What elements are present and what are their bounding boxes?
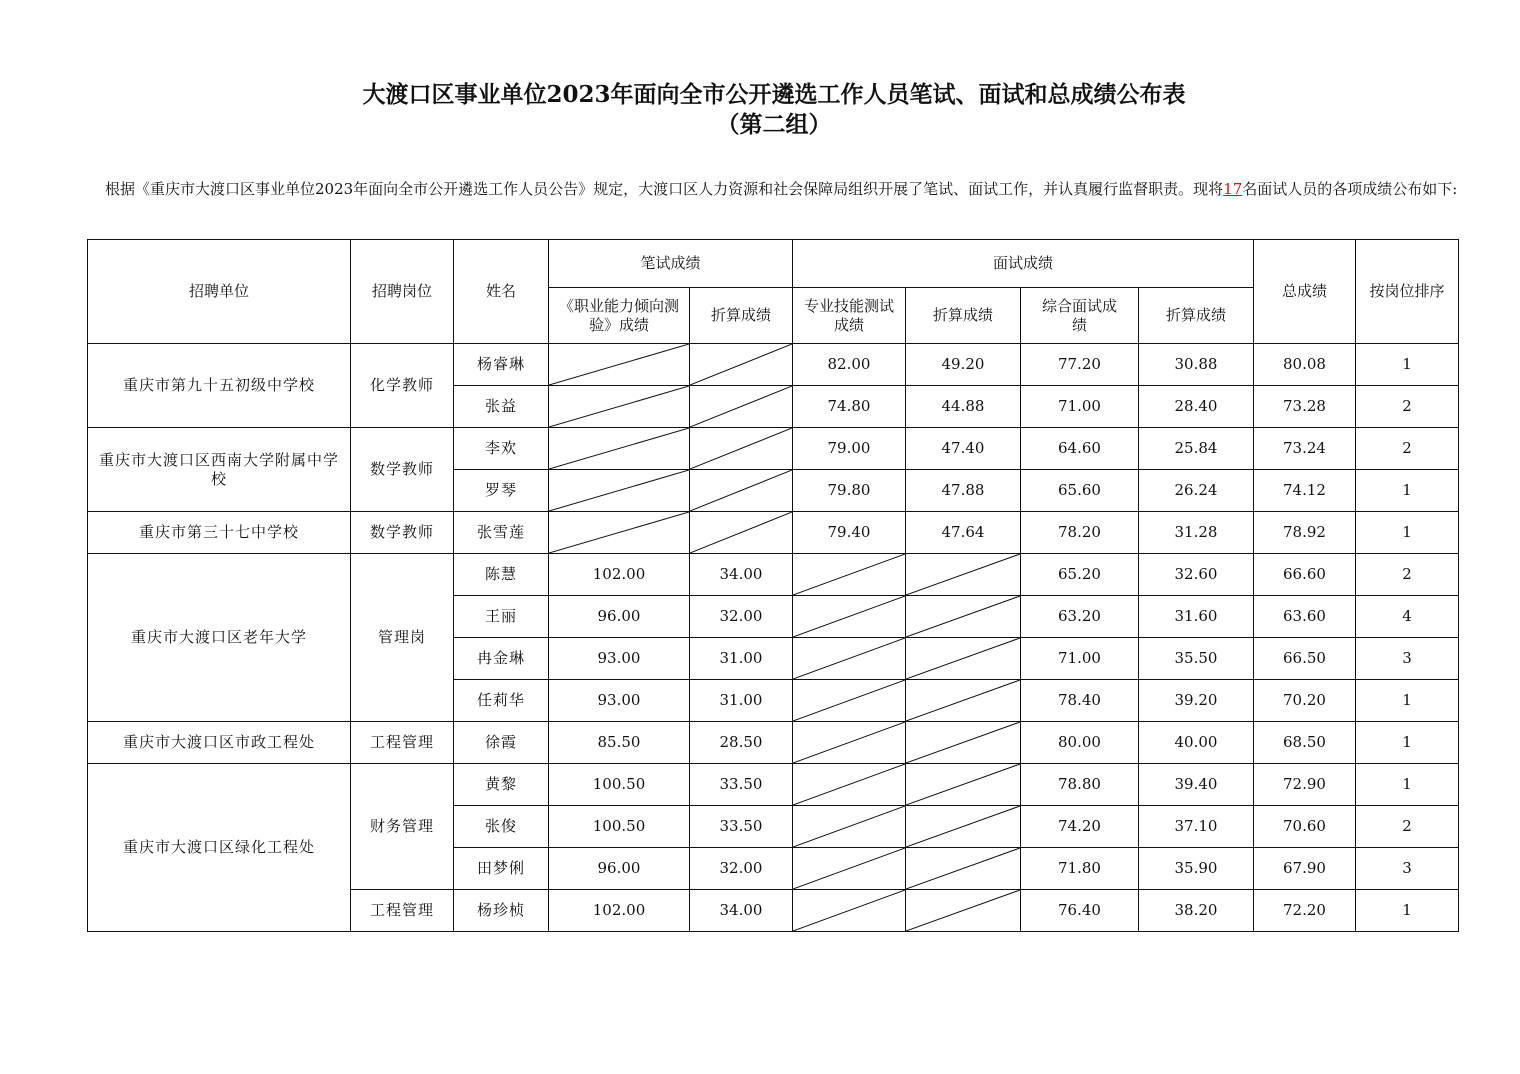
name-cell: 罗琴 xyxy=(454,470,549,512)
total-score-cell: 78.92 xyxy=(1254,512,1356,554)
skill-converted-cell-empty xyxy=(906,554,1021,596)
comprehensive-score-cell: 65.60 xyxy=(1021,470,1139,512)
skill-converted-cell-empty xyxy=(906,596,1021,638)
rank-cell: 3 xyxy=(1356,848,1459,890)
total-score-cell: 80.08 xyxy=(1254,344,1356,386)
diagonal-slash-icon xyxy=(793,890,905,931)
comprehensive-converted-cell: 39.20 xyxy=(1139,680,1254,722)
header-written-converted: 折算成绩 xyxy=(690,288,793,344)
comprehensive-converted-cell: 38.20 xyxy=(1139,890,1254,932)
written-score-cell: 85.50 xyxy=(549,722,690,764)
comprehensive-score-cell: 65.20 xyxy=(1021,554,1139,596)
written-converted-cell: 33.50 xyxy=(690,764,793,806)
comprehensive-score-cell: 64.60 xyxy=(1021,428,1139,470)
skill-converted-cell-empty xyxy=(906,764,1021,806)
diagonal-slash-icon xyxy=(549,512,689,553)
written-score-cell: 96.00 xyxy=(549,848,690,890)
skill-converted-cell-empty xyxy=(906,848,1021,890)
header-row-1 xyxy=(88,240,1459,288)
diagonal-slash-icon xyxy=(793,764,905,805)
skill-score-cell-empty xyxy=(793,638,906,680)
header-comprehensive: 综合面试成绩 xyxy=(1021,288,1139,344)
written-score-cell: 96.00 xyxy=(549,596,690,638)
diagonal-slash-icon xyxy=(906,596,1020,637)
post-cell: 工程管理 xyxy=(351,722,454,764)
post-cell: 化学教师 xyxy=(351,344,454,428)
diagonal-slash-icon xyxy=(549,428,689,469)
skill-score-cell: 82.00 xyxy=(793,344,906,386)
skill-converted-cell-empty xyxy=(906,638,1021,680)
comprehensive-score-cell: 71.80 xyxy=(1021,848,1139,890)
comprehensive-converted-cell: 31.60 xyxy=(1139,596,1254,638)
diagonal-slash-icon xyxy=(793,722,905,763)
total-score-cell: 63.60 xyxy=(1254,596,1356,638)
diagonal-slash-icon xyxy=(549,386,689,427)
name-cell: 杨珍桢 xyxy=(454,890,549,932)
diagonal-slash-icon xyxy=(549,470,689,511)
comprehensive-converted-cell: 39.40 xyxy=(1139,764,1254,806)
header-total: 总成绩 xyxy=(1254,240,1356,344)
score-table xyxy=(87,239,1459,932)
total-score-cell: 72.20 xyxy=(1254,890,1356,932)
comprehensive-score-cell: 77.20 xyxy=(1021,344,1139,386)
name-cell: 李欢 xyxy=(454,428,549,470)
skill-score-cell-empty xyxy=(793,722,906,764)
diagonal-slash-icon xyxy=(906,890,1020,931)
header-name: 姓名 xyxy=(454,240,549,344)
header-unit: 招聘单位 xyxy=(88,240,351,344)
skill-converted-cell-empty xyxy=(906,806,1021,848)
comprehensive-converted-cell: 35.50 xyxy=(1139,638,1254,680)
table-row xyxy=(88,344,1459,386)
table-row xyxy=(88,554,1459,596)
skill-converted-cell: 47.88 xyxy=(906,470,1021,512)
table-row xyxy=(88,428,1459,470)
comprehensive-converted-cell: 30.88 xyxy=(1139,344,1254,386)
rank-cell: 2 xyxy=(1356,386,1459,428)
intro-paragraph xyxy=(88,180,1460,199)
diagonal-slash-icon xyxy=(793,596,905,637)
intro-text-after: 名面试人员的各项成绩公布如下: xyxy=(1242,180,1458,198)
header-skill-test: 专业技能测试成绩 xyxy=(793,288,906,344)
comprehensive-converted-cell: 28.40 xyxy=(1139,386,1254,428)
rank-cell: 1 xyxy=(1356,512,1459,554)
intro-text-before: 根据《重庆市大渡口区事业单位2023年面向全市公开遴选工作人员公告》规定，大渡口区人力资源和社会保障局组织开展了笔试、面试工作，并认真履行监督职责。现将 xyxy=(105,180,1224,198)
diagonal-slash-icon xyxy=(906,806,1020,847)
skill-converted-cell-empty xyxy=(906,680,1021,722)
written-score-cell: 102.00 xyxy=(549,890,690,932)
diagonal-slash-icon xyxy=(906,638,1020,679)
written-score-cell: 100.50 xyxy=(549,764,690,806)
unit-cell: 重庆市大渡口区绿化工程处 xyxy=(88,764,351,932)
intro-count: 17 xyxy=(1223,180,1243,198)
skill-score-cell: 79.00 xyxy=(793,428,906,470)
written-converted-cell: 31.00 xyxy=(690,680,793,722)
written-converted-cell: 32.00 xyxy=(690,596,793,638)
unit-cell: 重庆市第三十七中学校 xyxy=(88,512,351,554)
written-converted-cell-empty xyxy=(690,428,793,470)
name-cell: 王丽 xyxy=(454,596,549,638)
total-score-cell: 70.60 xyxy=(1254,806,1356,848)
written-converted-cell: 34.00 xyxy=(690,554,793,596)
rank-cell: 2 xyxy=(1356,806,1459,848)
written-score-cell: 102.00 xyxy=(549,554,690,596)
skill-score-cell: 79.80 xyxy=(793,470,906,512)
skill-score-cell: 79.40 xyxy=(793,512,906,554)
header-post: 招聘岗位 xyxy=(351,240,454,344)
total-score-cell: 73.28 xyxy=(1254,386,1356,428)
comprehensive-score-cell: 71.00 xyxy=(1021,386,1139,428)
name-cell: 黄黎 xyxy=(454,764,549,806)
unit-cell: 重庆市第九十五初级中学校 xyxy=(88,344,351,428)
page-title: 大渡口区事业单位2023年面向全市公开遴选工作人员笔试、面试和总成绩公布表 xyxy=(362,81,1186,108)
name-cell: 徐霞 xyxy=(454,722,549,764)
skill-converted-cell-empty xyxy=(906,890,1021,932)
name-cell: 陈慧 xyxy=(454,554,549,596)
written-converted-cell-empty xyxy=(690,344,793,386)
diagonal-slash-icon xyxy=(906,554,1020,595)
skill-converted-cell: 47.64 xyxy=(906,512,1021,554)
total-score-cell: 70.20 xyxy=(1254,680,1356,722)
rank-cell: 2 xyxy=(1356,554,1459,596)
written-converted-cell-empty xyxy=(690,386,793,428)
header-interview-group: 面试成绩 xyxy=(793,240,1254,288)
rank-cell: 1 xyxy=(1356,764,1459,806)
total-score-cell: 72.90 xyxy=(1254,764,1356,806)
skill-score-cell-empty xyxy=(793,806,906,848)
name-cell: 冉金琳 xyxy=(454,638,549,680)
written-converted-cell: 31.00 xyxy=(690,638,793,680)
comprehensive-converted-cell: 26.24 xyxy=(1139,470,1254,512)
comprehensive-converted-cell: 31.28 xyxy=(1139,512,1254,554)
written-converted-cell: 33.50 xyxy=(690,806,793,848)
page-subtitle: （第二组） xyxy=(716,111,832,138)
name-cell: 杨睿琳 xyxy=(454,344,549,386)
skill-score-cell-empty xyxy=(793,890,906,932)
rank-cell: 1 xyxy=(1356,344,1459,386)
diagonal-slash-icon xyxy=(906,848,1020,889)
diagonal-slash-icon xyxy=(690,344,792,385)
diagonal-slash-icon xyxy=(793,554,905,595)
skill-score-cell: 74.80 xyxy=(793,386,906,428)
written-score-cell: 93.00 xyxy=(549,680,690,722)
table-row xyxy=(88,512,1459,554)
total-score-cell: 74.12 xyxy=(1254,470,1356,512)
rank-cell: 1 xyxy=(1356,722,1459,764)
diagonal-slash-icon xyxy=(906,722,1020,763)
comprehensive-score-cell: 76.40 xyxy=(1021,890,1139,932)
written-converted-cell-empty xyxy=(690,470,793,512)
skill-score-cell-empty xyxy=(793,848,906,890)
total-score-cell: 66.60 xyxy=(1254,554,1356,596)
unit-cell: 重庆市大渡口区西南大学附属中学校 xyxy=(88,428,351,512)
comprehensive-converted-cell: 35.90 xyxy=(1139,848,1254,890)
written-converted-cell-empty xyxy=(690,512,793,554)
comprehensive-score-cell: 80.00 xyxy=(1021,722,1139,764)
diagonal-slash-icon xyxy=(793,848,905,889)
header-rank: 按岗位排序 xyxy=(1356,240,1459,344)
rank-cell: 1 xyxy=(1356,680,1459,722)
header-comprehensive-converted: 折算成绩 xyxy=(1139,288,1254,344)
comprehensive-score-cell: 63.20 xyxy=(1021,596,1139,638)
total-score-cell: 68.50 xyxy=(1254,722,1356,764)
skill-converted-cell: 44.88 xyxy=(906,386,1021,428)
total-score-cell: 66.50 xyxy=(1254,638,1356,680)
comprehensive-score-cell: 78.40 xyxy=(1021,680,1139,722)
post-cell: 数学教师 xyxy=(351,512,454,554)
skill-score-cell-empty xyxy=(793,764,906,806)
skill-converted-cell: 47.40 xyxy=(906,428,1021,470)
comprehensive-score-cell: 74.20 xyxy=(1021,806,1139,848)
unit-cell: 重庆市大渡口区市政工程处 xyxy=(88,722,351,764)
post-cell: 工程管理 xyxy=(351,890,454,932)
rank-cell: 3 xyxy=(1356,638,1459,680)
name-cell: 任莉华 xyxy=(454,680,549,722)
written-score-cell-empty xyxy=(549,344,690,386)
name-cell: 张益 xyxy=(454,386,549,428)
table-row xyxy=(88,764,1459,806)
diagonal-slash-icon xyxy=(906,764,1020,805)
diagonal-slash-icon xyxy=(690,470,792,511)
rank-cell: 4 xyxy=(1356,596,1459,638)
written-converted-cell: 28.50 xyxy=(690,722,793,764)
header-written-exam: 《职业能力倾向测验》成绩 xyxy=(549,288,690,344)
diagonal-slash-icon xyxy=(793,638,905,679)
diagonal-slash-icon xyxy=(793,680,905,721)
rank-cell: 1 xyxy=(1356,470,1459,512)
skill-converted-cell-empty xyxy=(906,722,1021,764)
skill-score-cell-empty xyxy=(793,596,906,638)
rank-cell: 2 xyxy=(1356,428,1459,470)
comprehensive-converted-cell: 37.10 xyxy=(1139,806,1254,848)
written-converted-cell: 32.00 xyxy=(690,848,793,890)
diagonal-slash-icon xyxy=(793,806,905,847)
name-cell: 张俊 xyxy=(454,806,549,848)
comprehensive-score-cell: 78.80 xyxy=(1021,764,1139,806)
name-cell: 张雪莲 xyxy=(454,512,549,554)
comprehensive-score-cell: 71.00 xyxy=(1021,638,1139,680)
post-cell: 数学教师 xyxy=(351,428,454,512)
table-row xyxy=(88,722,1459,764)
written-converted-cell: 34.00 xyxy=(690,890,793,932)
diagonal-slash-icon xyxy=(906,680,1020,721)
skill-score-cell-empty xyxy=(793,554,906,596)
name-cell: 田梦俐 xyxy=(454,848,549,890)
diagonal-slash-icon xyxy=(690,386,792,427)
written-score-cell: 93.00 xyxy=(549,638,690,680)
diagonal-slash-icon xyxy=(690,428,792,469)
written-score-cell-empty xyxy=(549,386,690,428)
total-score-cell: 67.90 xyxy=(1254,848,1356,890)
diagonal-slash-icon xyxy=(549,344,689,385)
comprehensive-converted-cell: 25.84 xyxy=(1139,428,1254,470)
skill-score-cell-empty xyxy=(793,680,906,722)
rank-cell: 1 xyxy=(1356,890,1459,932)
post-cell: 财务管理 xyxy=(351,764,454,890)
total-score-cell: 73.24 xyxy=(1254,428,1356,470)
comprehensive-score-cell: 78.20 xyxy=(1021,512,1139,554)
diagonal-slash-icon xyxy=(690,512,792,553)
comprehensive-converted-cell: 40.00 xyxy=(1139,722,1254,764)
post-cell: 管理岗 xyxy=(351,554,454,722)
header-written-group: 笔试成绩 xyxy=(549,240,793,288)
written-score-cell-empty xyxy=(549,428,690,470)
skill-converted-cell: 49.20 xyxy=(906,344,1021,386)
comprehensive-converted-cell: 32.60 xyxy=(1139,554,1254,596)
written-score-cell-empty xyxy=(549,512,690,554)
written-score-cell-empty xyxy=(549,470,690,512)
header-skill-converted: 折算成绩 xyxy=(906,288,1021,344)
unit-cell: 重庆市大渡口区老年大学 xyxy=(88,554,351,722)
written-score-cell: 100.50 xyxy=(549,806,690,848)
